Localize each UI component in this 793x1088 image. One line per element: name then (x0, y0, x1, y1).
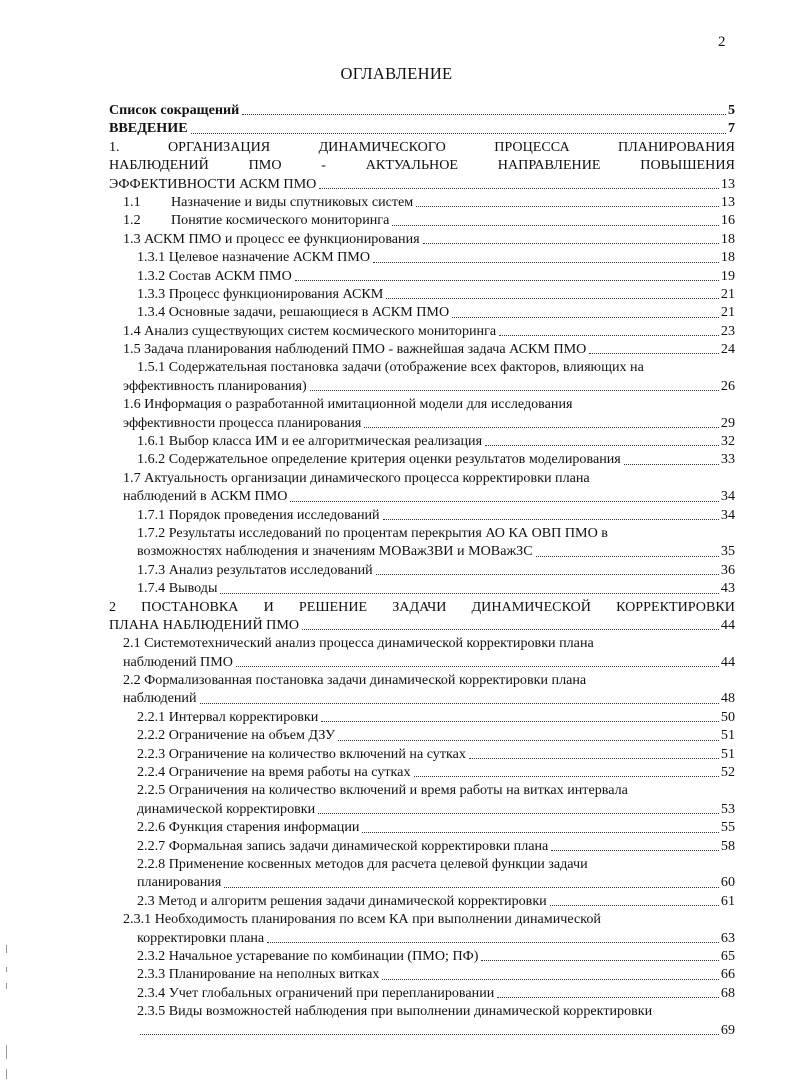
toc-entry-page: 35 (720, 543, 735, 560)
toc-entry-title: ВВЕДЕНИЕ (109, 120, 188, 137)
toc-word: ОРГАНИЗАЦИЯ (167, 138, 271, 155)
toc-entry (109, 745, 735, 763)
toc-entry-page: 32 (720, 433, 735, 450)
toc-entry-title: 2.2.2 Ограничение на объем ДЗУ (137, 727, 336, 744)
toc-entry (109, 690, 735, 708)
toc-entry-page: 66 (720, 966, 735, 983)
toc-entry (109, 910, 735, 928)
page-title: ОГЛАВЛЕНИЕ (340, 64, 453, 83)
toc-entry-title: 2.1 Системотехнический анализ процесса динамической корректировки плана (123, 635, 594, 652)
toc-entry (109, 303, 735, 321)
toc-entry (109, 634, 735, 652)
toc-entry (109, 285, 735, 303)
toc-word: НАБЛЮДЕНИЙ (109, 157, 209, 174)
toc-entry-title: наблюдений в АСКМ ПМО (123, 488, 288, 505)
toc-entry-page: 13 (720, 175, 735, 192)
toc-entry-title: 2.2.3 Ограничение на количество включений на сутках (137, 745, 466, 762)
toc-entry-page: 26 (720, 377, 735, 394)
toc-entry (109, 138, 735, 156)
toc-entry-title: 2.2.4 Ограничение на время работы на сутках (137, 764, 411, 781)
toc-entry (109, 855, 735, 873)
toc-word: КОРРЕКТИРОВКИ (616, 598, 735, 615)
toc-entry-title: 2.2.1 Интервал корректировки (137, 708, 319, 725)
toc-entry-page: 23 (720, 322, 735, 339)
toc-entry (109, 763, 735, 781)
toc-entry-page: 58 (720, 837, 735, 854)
toc-entry-page: 21 (720, 304, 735, 321)
toc-entry (109, 322, 735, 340)
toc-entry (109, 156, 735, 174)
toc-leader-dots (318, 813, 719, 814)
toc-leader-dots (302, 629, 719, 630)
toc-leader-dots (338, 740, 719, 741)
toc-entry-title: Список сокращений (109, 101, 240, 118)
toc-word: НАПРАВЛЕНИЕ (497, 157, 601, 174)
toc-entry-title: 2.2.5 Ограничения на количество включений и время работы на витках интервала (137, 782, 628, 799)
toc-entry (109, 1002, 735, 1020)
toc-entry-title: 2.3.1 Необходимость планирования по всем КА при выполнении динамической (123, 911, 601, 928)
toc-entry (109, 193, 735, 211)
toc-leader-dots (220, 593, 718, 594)
toc-word: ПОВЫШЕНИЯ (640, 157, 735, 174)
toc-entry-title: ПЛАНА НАБЛЮДЕНИЙ ПМО (109, 616, 300, 633)
toc-entry-title: 1.4 Анализ существующих систем космического мониторинга (123, 322, 497, 339)
toc-entry (109, 432, 735, 450)
toc-entry-page: 34 (720, 488, 735, 505)
toc-word: ПОСТАНОВКА (141, 598, 239, 615)
toc-entry-page: 69 (720, 1021, 735, 1038)
toc-entry (109, 450, 735, 468)
toc-entry (109, 340, 735, 358)
table-of-contents (109, 101, 735, 1039)
toc-entry-title: 1.3.2 Состав АСКМ ПМО (137, 267, 292, 284)
toc-entry (109, 598, 735, 616)
toc-entry (109, 579, 735, 597)
toc-entry-title: 2.2.6 Функция старения информации (137, 819, 360, 836)
toc-entry (109, 984, 735, 1002)
toc-entry-page: 60 (720, 874, 735, 891)
toc-entry (109, 230, 735, 248)
toc-entry-page: 19 (720, 267, 735, 284)
toc-leader-dots (452, 317, 719, 318)
toc-entry-title: планирования (137, 874, 222, 891)
toc-entry-title: возможностях наблюдения и значениям МОВажЗВИ и МОВажЗС (137, 543, 533, 560)
toc-entry-page: 48 (720, 690, 735, 707)
toc-word: АКТУАЛЬНОЕ (365, 157, 459, 174)
toc-leader-dots (386, 298, 719, 299)
toc-entry (109, 1021, 735, 1039)
toc-entry-page: 44 (720, 653, 735, 670)
toc-leader-dots (236, 666, 719, 667)
toc-entry (109, 781, 735, 799)
toc-leader-dots (224, 887, 719, 888)
toc-leader-dots (551, 850, 719, 851)
toc-entry-page: 51 (720, 745, 735, 762)
toc-entry-title: 1.5.1 Содержательная постановка задачи (отображение всех факторов, влияющих на (137, 359, 644, 376)
toc-entry-title: 1.6.2 Содержательное определение критерия оценки результатов моделирования (137, 451, 621, 468)
toc-entry-page: 65 (720, 947, 735, 964)
toc-entry (109, 506, 735, 524)
toc-entry-page: 51 (720, 727, 735, 744)
toc-leader-dots (414, 776, 719, 777)
toc-entry-page: 61 (720, 892, 735, 909)
toc-word: РЕШЕНИЕ (298, 598, 368, 615)
toc-entry-page: 50 (720, 708, 735, 725)
toc-entry-title: 1.6.1 Выбор класса ИМ и ее алгоритмическая реализация (137, 433, 483, 450)
toc-entry-page: 29 (720, 414, 735, 431)
toc-entry-page: 44 (720, 616, 735, 633)
toc-entry-title: 1.7.4 Выводы (137, 580, 218, 597)
toc-entry (109, 800, 735, 818)
toc-entry-title: 1.7 Актуальность организации динамического процесса корректировки плана (123, 469, 590, 486)
toc-entry-title: 1.3.3 Процесс функционирования АСКМ (137, 285, 384, 302)
toc-leader-dots (191, 133, 726, 134)
toc-entry-title: 1.3.4 Основные задачи, решающиеся в АСКМ ПМО (137, 304, 450, 321)
toc-leader-dots (497, 997, 719, 998)
toc-leader-dots (376, 574, 719, 575)
toc-entry-title: Назначение и виды спутниковых систем (171, 193, 414, 210)
toc-leader-dots (295, 280, 719, 281)
toc-leader-dots (416, 206, 719, 207)
toc-leader-dots (364, 427, 719, 428)
toc-entry-page: 63 (720, 929, 735, 946)
toc-entry-title: 1.3.1 Целевое назначение АСКМ ПМО (137, 249, 371, 266)
toc-entry (109, 395, 735, 413)
toc-entry-title: динамической корректировки (137, 800, 316, 817)
toc-entry-title: корректировки плана (137, 929, 265, 946)
toc-entry-page: 53 (720, 800, 735, 817)
toc-leader-dots (383, 519, 719, 520)
toc-entry-page: 68 (720, 984, 735, 1001)
toc-leader-dots (319, 188, 719, 189)
toc-entry-page: 34 (720, 506, 735, 523)
toc-entry-page: 18 (720, 230, 735, 247)
toc-entry-page: 33 (720, 451, 735, 468)
toc-entry (109, 211, 735, 229)
toc-entry (109, 524, 735, 542)
toc-entry-title: Понятие космического мониторинга (171, 212, 390, 229)
toc-entry (109, 616, 735, 634)
toc-word: ЗАДАЧИ (392, 598, 447, 615)
toc-leader-dots (140, 1034, 719, 1035)
toc-entry (109, 469, 735, 487)
toc-entry (109, 965, 735, 983)
toc-entry (109, 542, 735, 560)
toc-entry-page: 36 (720, 561, 735, 578)
toc-entry (109, 671, 735, 689)
toc-entry (109, 653, 735, 671)
toc-leader-dots (499, 335, 719, 336)
toc-entry-page: 55 (720, 819, 735, 836)
toc-entry-title: 1.7.3 Анализ результатов исследований (137, 561, 373, 578)
toc-entry (109, 837, 735, 855)
toc-entry-page: 7 (727, 120, 735, 137)
toc-word: И (263, 598, 274, 615)
toc-entry-title: 2.2.8 Применение косвенных методов для расчета целевой функции задачи (137, 856, 588, 872)
toc-entry-title: 1.6 Информация о разработанной имитационной модели для исследования (123, 396, 573, 413)
toc-leader-dots (469, 758, 719, 759)
toc-word: ДИНАМИЧЕСКОЙ (471, 598, 591, 615)
toc-entry-page: 18 (720, 249, 735, 266)
toc-entry (109, 119, 735, 137)
toc-entry-page: 43 (720, 580, 735, 597)
toc-entry (109, 708, 735, 726)
toc-entry (109, 377, 735, 395)
toc-word: 1. (109, 138, 120, 155)
toc-leader-dots (550, 905, 719, 906)
toc-entry (109, 947, 735, 965)
toc-entry-title: 2.3.2 Начальное устаревание по комбинации (ПМО; ПФ) (137, 947, 479, 964)
toc-leader-dots (290, 501, 718, 502)
scan-margin-marks (6, 945, 16, 1085)
toc-entry-page: 21 (720, 285, 735, 302)
toc-word: 2 (109, 598, 117, 615)
toc-entry-title: 2.2 Формализованная постановка задачи динамической корректировки плана (123, 672, 587, 689)
toc-entry-title: 2.3.3 Планирование на неполных витках (137, 966, 380, 983)
toc-entry-page: 13 (720, 193, 735, 210)
toc-word: ПЛАНИРОВАНИЯ (618, 138, 735, 155)
toc-entry (109, 267, 735, 285)
toc-entry-title: 2.3 Метод и алгоритм решения задачи динамической корректировки (137, 892, 547, 909)
toc-leader-dots (485, 445, 719, 446)
toc-entry (109, 892, 735, 910)
toc-entry-title: 1.7.2 Результаты исследований по процентам перекрытия АО КА ОВП ПМО в (137, 524, 608, 541)
toc-entry-page: 52 (720, 764, 735, 781)
toc-leader-dots (481, 960, 718, 961)
toc-entry-title: 1.5 Задача планирования наблюдений ПМО - важнейшая задача АСКМ ПМО (123, 341, 587, 358)
toc-entry-title: 2.3.5 Виды возможностей наблюдения при выполнении динамической корректировки (137, 1003, 653, 1020)
toc-leader-dots (200, 703, 719, 704)
toc-entry (109, 818, 735, 836)
toc-leader-dots (267, 942, 719, 943)
toc-leader-dots (310, 390, 719, 391)
toc-entry-title: наблюдений ПМО (123, 653, 233, 670)
toc-entry (109, 175, 735, 193)
toc-entry-number: 1.2 (123, 212, 141, 229)
toc-word: ПМО (248, 157, 282, 174)
toc-entry-title: 1.7.1 Порядок проведения исследований (137, 506, 380, 523)
toc-entry (109, 561, 735, 579)
toc-entry-title: 2.3.4 Учет глобальных ограничений при перепланировании (137, 984, 495, 1001)
page-number: 2 (718, 34, 726, 50)
toc-leader-dots (536, 556, 719, 557)
toc-entry (109, 414, 735, 432)
toc-leader-dots (242, 114, 726, 115)
toc-entry-title: 1.3 АСКМ ПМО и процесс ее функционирования (123, 230, 420, 247)
toc-entry (109, 101, 735, 119)
toc-leader-dots (373, 262, 719, 263)
toc-leader-dots (362, 832, 718, 833)
toc-leader-dots (392, 225, 719, 226)
toc-entry-title: наблюдений (123, 690, 197, 707)
toc-entry-page: 16 (720, 212, 735, 229)
toc-leader-dots (624, 464, 719, 465)
toc-entry-page: 5 (727, 101, 735, 118)
toc-entry-title: эффективность планирования) (123, 377, 307, 394)
toc-word: ДИНАМИЧЕСКОГО (318, 138, 446, 155)
toc-entry-title: 2.2.7 Формальная запись задачи динамической корректировки плана (137, 837, 549, 854)
toc-entry (109, 929, 735, 947)
toc-leader-dots (589, 353, 719, 354)
toc-leader-dots (382, 979, 719, 980)
toc-leader-dots (321, 721, 719, 722)
toc-entry-number: 1.1 (123, 193, 141, 210)
toc-entry (109, 358, 735, 376)
toc-entry (109, 873, 735, 891)
toc-word: ПРОЦЕССА (494, 138, 570, 155)
toc-entry-page: 24 (720, 341, 735, 358)
toc-entry-title: эффективности процесса планирования (123, 414, 362, 431)
toc-entry (109, 726, 735, 744)
toc-entry-title: ЭФФЕКТИВНОСТИ АСКМ ПМО (109, 175, 317, 192)
toc-leader-dots (423, 243, 719, 244)
toc-entry (109, 487, 735, 505)
toc-entry (109, 248, 735, 266)
toc-word: - (321, 157, 326, 174)
